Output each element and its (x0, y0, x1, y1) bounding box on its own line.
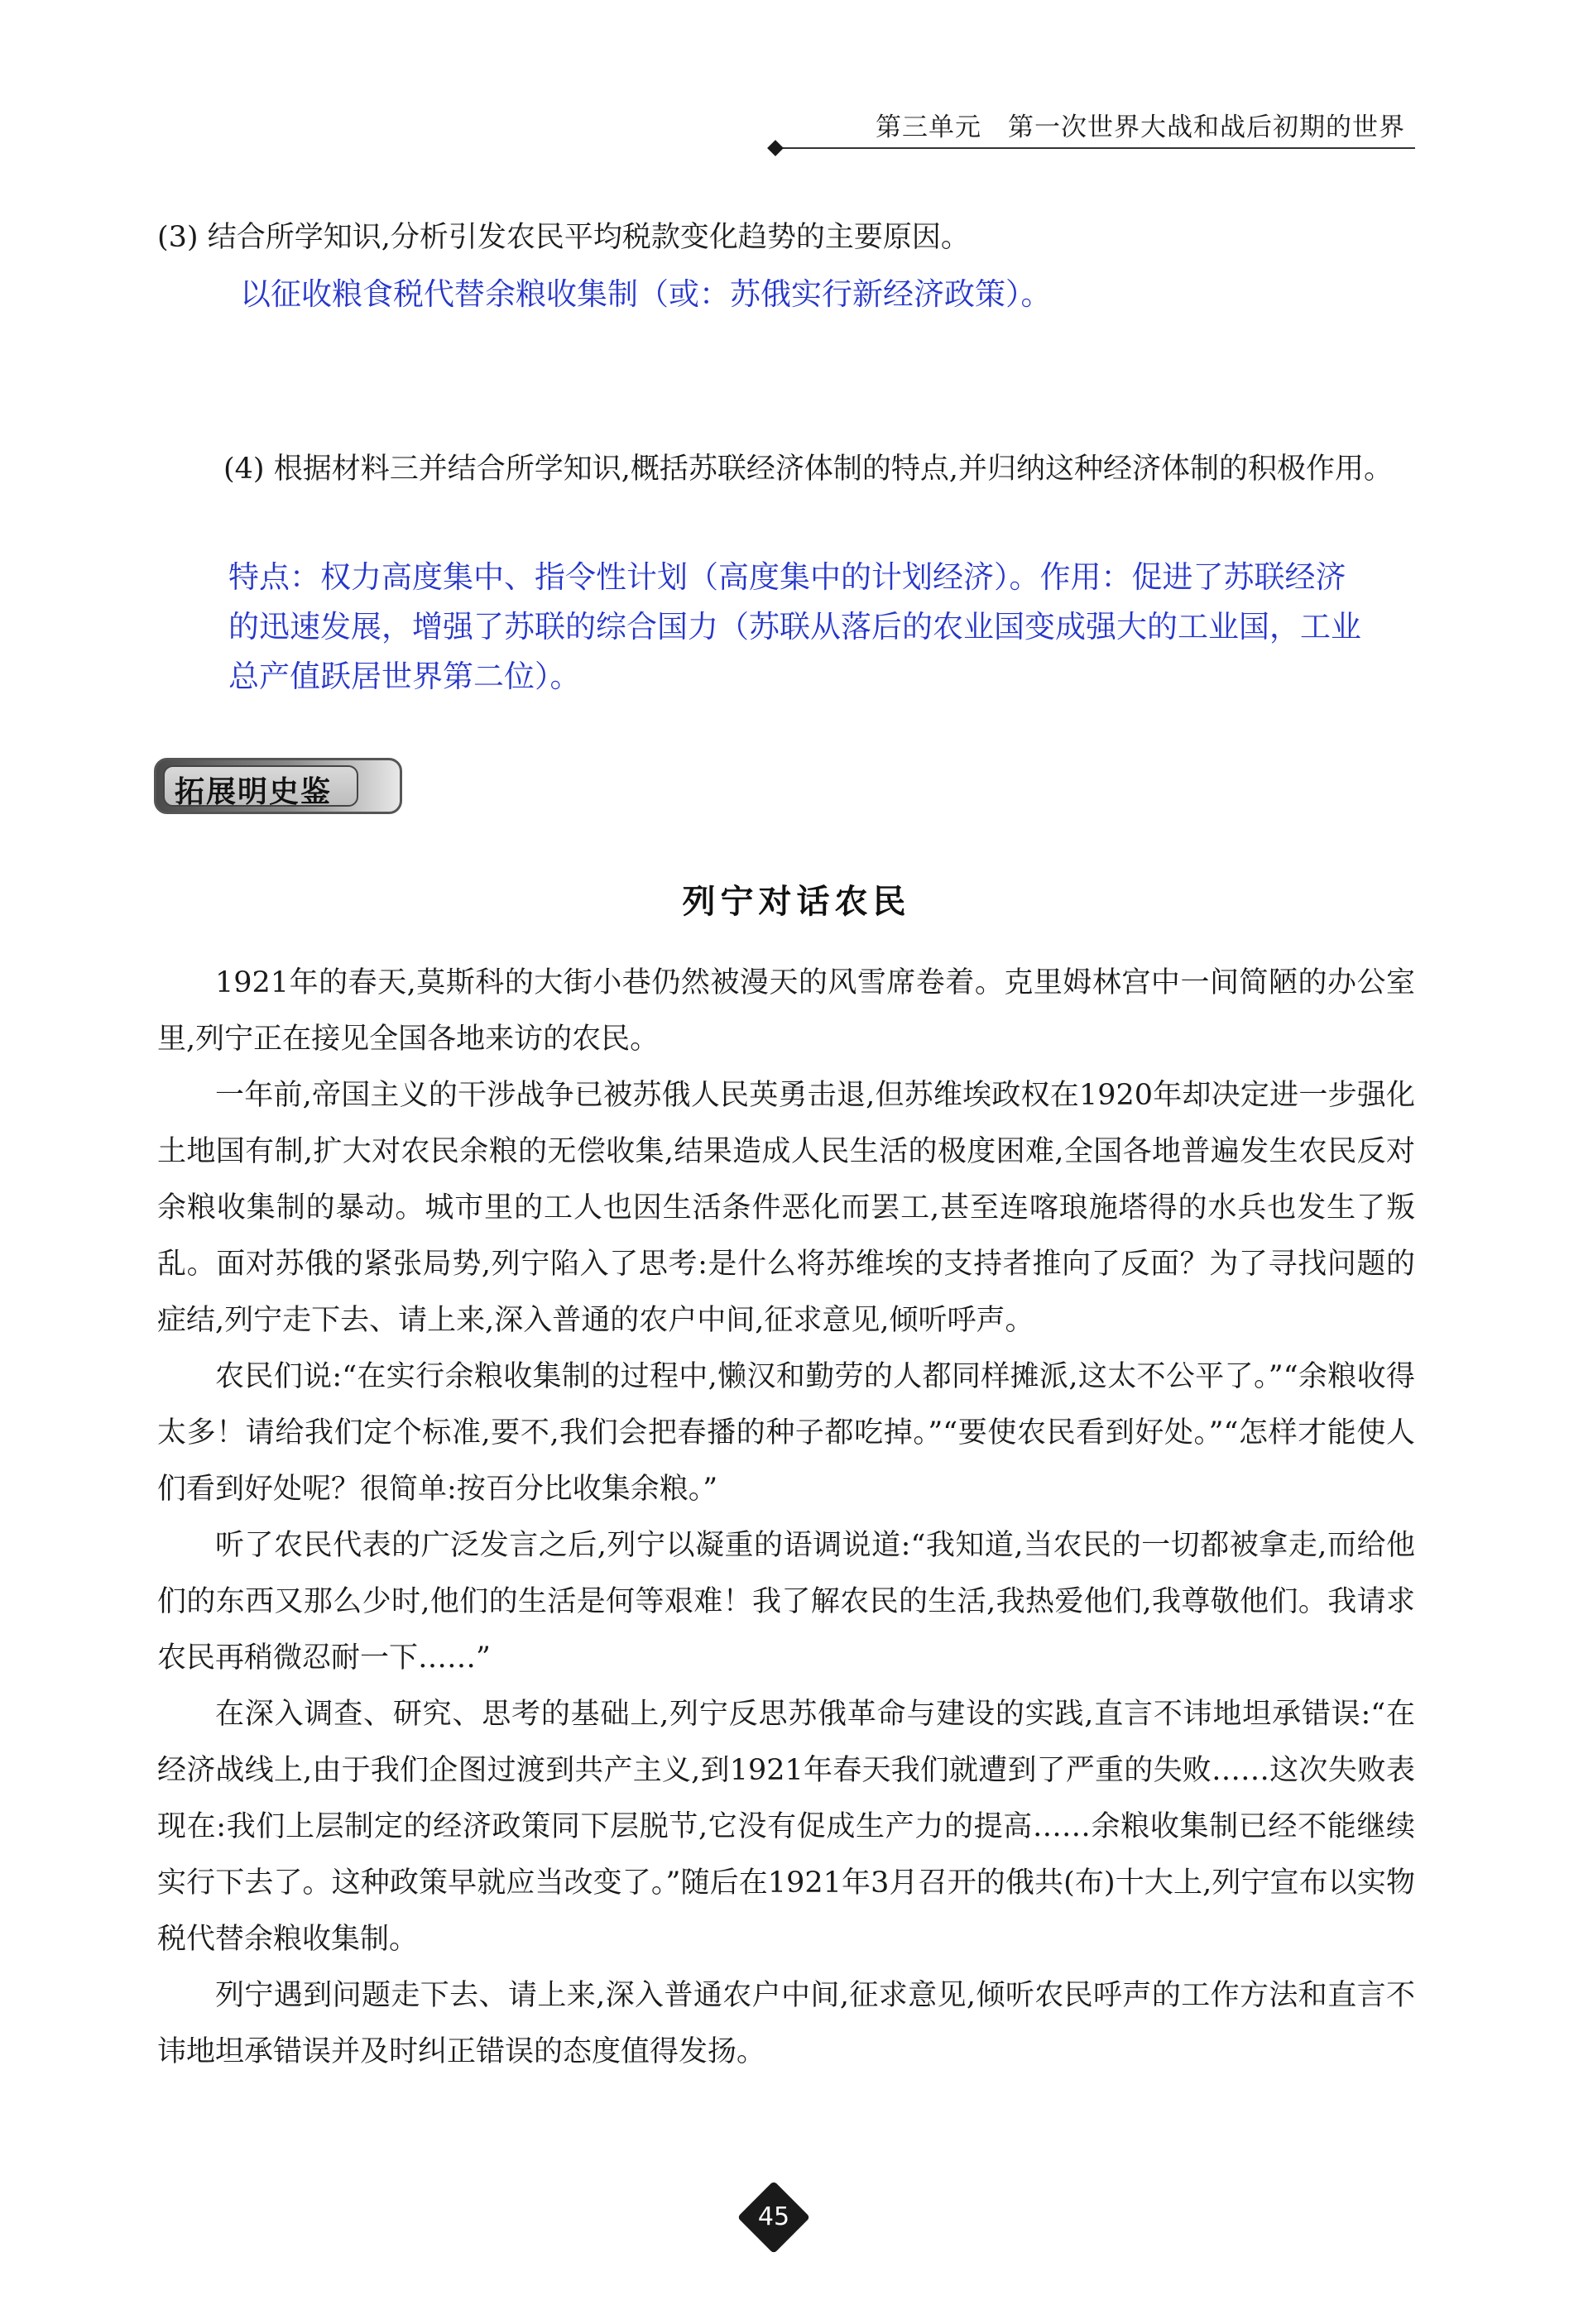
header-rule (778, 147, 1415, 149)
running-header (770, 106, 1415, 152)
article-paragraph: 听了农民代表的广泛发言之后,列宁以凝重的语调说道:“我知道,当农民的一切都被拿走,而给他们的东西又那么少时,他们的生活是何等艰难！我了解农民的生活,我热爱他们,我尊敬他们。我请求农民再稍微忍耐一下……” (157, 1529, 1415, 1675)
diamond-icon (767, 140, 784, 156)
question-3 (157, 212, 1415, 263)
article-paragraph: 列宁遇到问题走下去、请上来,深入普通农户中间,征求意见,倾听农民呼声的工作方法和直言不讳地坦承错误并及时纠正错误的态度值得发扬。 (157, 1979, 1415, 2068)
question-3-prompt: (3) 结合所学知识,分析引发农民平均税款变化趋势的主要原因。 (157, 221, 970, 254)
article-title: 列宁对话农民 (682, 882, 911, 921)
answer-3 (240, 270, 1399, 319)
article-paragraph: 一年前,帝国主义的干涉战争已被苏俄人民英勇击退,但苏维埃政权在1920年却决定进一步强化土地国有制,扩大对农民余粮的无偿收集,结果造成人民生活的极度困难,全国各地普遍发生农民反对余粮收集制的暴动。城市里的工人也因生活条件恶化而罢工,甚至连喀琅施塔得的水兵也发生了叛乱。面对苏俄的紧张局势,列宁陷入了思考:是什么将苏维埃的支持者推向了反面？为了寻找问题的症结,列宁走下去、请上来,深入普通的农户中间,征求意见,倾听呼声。 (157, 1079, 1415, 1337)
article-paragraph: 1921年的春天,莫斯科的大街小巷仍然被漫天的风雪席卷着。克里姆林宫中一间简陋的办公室里,列宁正在接见全国各地来访的农民。 (157, 966, 1415, 1056)
section-label: 拓展明史鉴 (175, 775, 333, 809)
answer-4-text: 特点：权力高度集中、指令性计划（高度集中的计划经济）。作用：促进了苏联经济的迅速发展，增强了苏联的综合国力（苏联从落后的农业国变成强大的工业国，工业总产值跃居世界第二位）。 (228, 559, 1361, 694)
article-paragraph: 在深入调查、研究、思考的基础上,列宁反思苏俄革命与建设的实践,直言不讳地坦承错误:“在经济战线上,由于我们企图过渡到共产主义,到1921年春天我们就遭到了严重的失败……这次失败表现在:我们上层制定的经济政策同下层脱节,它没有促成生产力的提高……余粮收集制已经不能继续实行下去了。这种政策早就应当改变了。”随后在1921年3月召开的俄共(布)十大上,列宁宣布以实物税代替余粮收集制。 (157, 1698, 1415, 1956)
page-number-badge (741, 2184, 807, 2250)
article-paragraph: 农民们说:“在实行余粮收集制的过程中,懒汉和勤劳的人都同样摊派,这太不公平了。”“余粮收得太多！请给我们定个标准,要不,我们会把春播的种子都吃掉。”“要使农民看到好处。”“怎样才能使人们看到好处呢？很简单:按百分比收集余粮。” (157, 1360, 1415, 1506)
article-body (157, 955, 1415, 2080)
section-badge (154, 758, 402, 814)
question-4-prompt: (4) 根据材料三并结合所学知识,概括苏联经济体制的特点,并归纳这种经济体制的积极作用。 (223, 453, 1393, 486)
page-number: 45 (757, 2202, 790, 2231)
answer-4 (228, 553, 1370, 702)
question-4 (157, 443, 1415, 495)
answer-3-text: 以征收粮食税代替余粮收集制（或：苏俄实行新经济政策）。 (240, 276, 1052, 312)
unit-title: 第三单元 第一次世界大战和战后初期的世界 (876, 113, 1405, 142)
